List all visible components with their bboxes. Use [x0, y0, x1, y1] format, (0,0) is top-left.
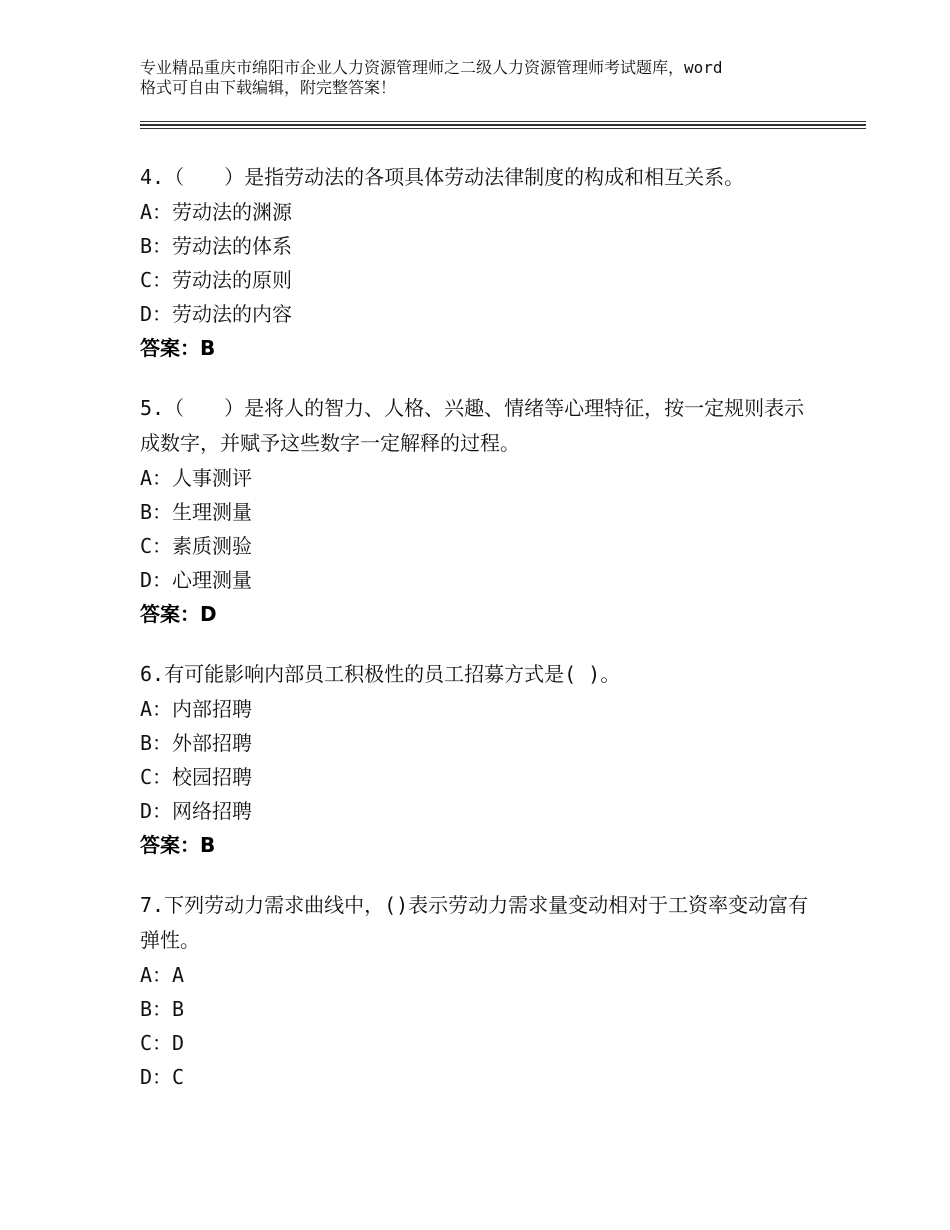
question-list: [140, 160, 820, 1120]
header-divider-top: [140, 121, 866, 122]
option-d: D：劳动法的内容: [140, 302, 293, 326]
question-stem: 5.（ ）是将人的智力、人格、兴趣、情绪等心理特征，按一定规则表示成数字，并赋予这些数字一定解释的过程。: [140, 396, 805, 455]
option-d: D：网络招聘: [140, 799, 253, 823]
header-line-2: 格式可自由下载编辑，附完整答案！: [140, 78, 397, 97]
option-b: B：劳动法的体系: [140, 234, 293, 258]
header-line-1: 专业精品重庆市绵阳市企业人力资源管理师之二级人力资源管理师考试题库，word: [140, 58, 723, 77]
answer-line: 答案：B: [140, 833, 216, 857]
question-5: [140, 391, 820, 631]
question-4: [140, 160, 820, 365]
option-d: D：心理测量: [140, 568, 253, 592]
header-divider-middle: [140, 124, 866, 126]
option-b: B：生理测量: [140, 500, 253, 524]
option-b: B：B: [140, 997, 185, 1021]
option-a: A：内部招聘: [140, 697, 253, 721]
question-6: [140, 657, 820, 862]
option-c: C：劳动法的原则: [140, 268, 293, 292]
option-b: B：外部招聘: [140, 731, 253, 755]
option-a: A：A: [140, 963, 185, 987]
option-c: C：校园招聘: [140, 765, 253, 789]
option-a: A：劳动法的渊源: [140, 200, 293, 224]
option-a: A：人事测评: [140, 466, 253, 490]
answer-line: 答案：D: [140, 602, 217, 626]
option-c: C：D: [140, 1031, 185, 1055]
question-7: [140, 888, 820, 1094]
answer-line: 答案：B: [140, 336, 216, 360]
option-d: D：C: [140, 1065, 185, 1089]
question-stem: 6.有可能影响内部员工积极性的员工招募方式是( )。: [140, 662, 621, 686]
header-divider-bottom: [140, 128, 866, 129]
question-stem: 4.（ ）是指劳动法的各项具体劳动法律制度的构成和相互关系。: [140, 165, 745, 189]
document-header: [140, 58, 840, 98]
question-stem: 7.下列劳动力需求曲线中，()表示劳动力需求量变动相对于工资率变动富有弹性。: [140, 893, 809, 952]
option-c: C：素质测验: [140, 534, 253, 558]
